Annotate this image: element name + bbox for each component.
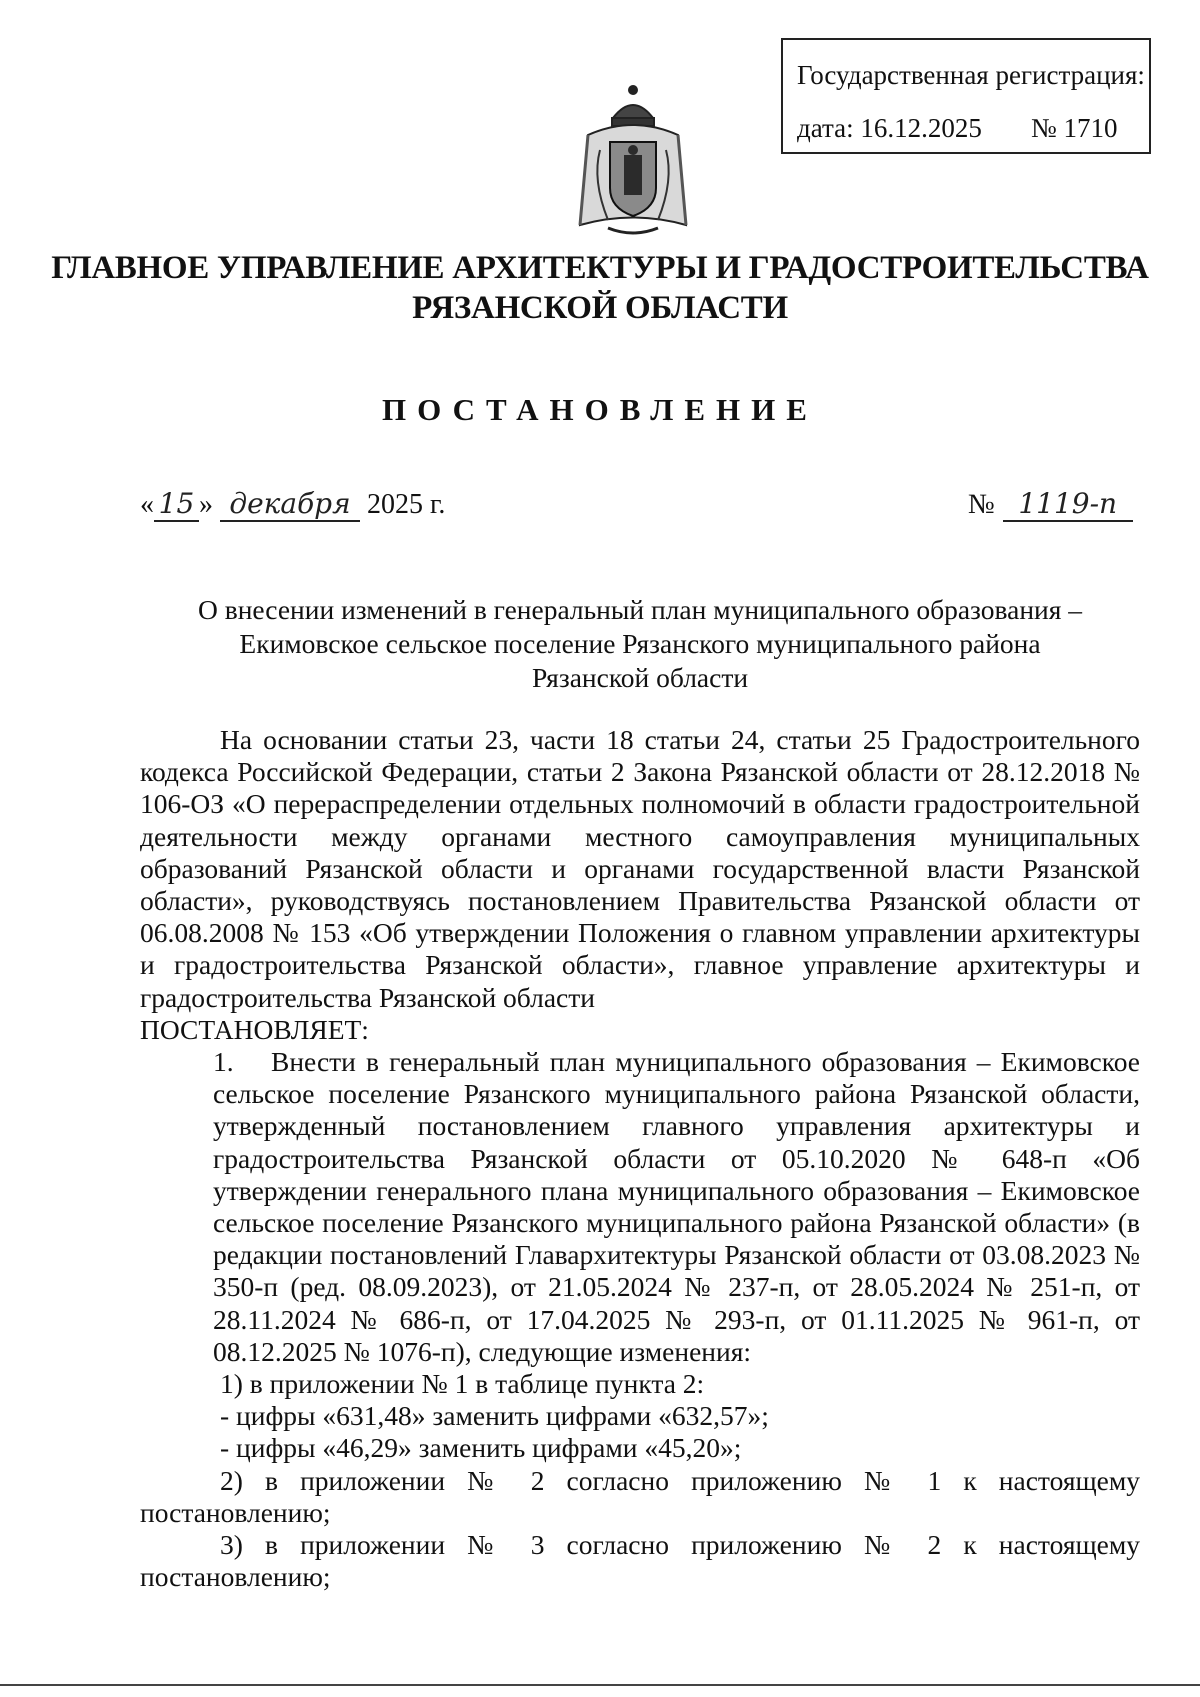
subitem-3: 3) в приложении № 3 согласно приложению № 2 к настоящему постановлению; <box>140 1529 1140 1593</box>
subject-line3: Рязанской области <box>531 662 749 693</box>
subject-line2: Екимовское сельское поселение Рязанского муниципального района <box>239 628 1041 659</box>
item-1-number: 1. <box>213 1046 234 1078</box>
preamble-paragraph: На основании статьи 23, части 18 статьи 24, статьи 25 Градостроительного кодекса Российской Федерации, статьи 2 Закона Рязанской области от 28.12.2018 № 106-ОЗ «О перераспределении отдельных полномочий в области градостроительной деятельности между органами местного самоуправления муниципальных образований Рязанской области и органами государственной власти Рязанской области», руководствуясь постановлением Правительства Рязанской области от 06.08.2008 № 153 «Об утверждении Положения о главном управлении архитектуры и градостроительства Рязанской области», главное управление архитектуры и градостроительства Рязанской области <box>140 724 1140 1013</box>
document-type: ПОСТАНОВЛЕНИЕ <box>382 392 818 427</box>
item-1 <box>140 1046 1140 1368</box>
organization-title <box>0 248 1200 328</box>
document-date <box>140 487 445 522</box>
subitem-1: 1) в приложении № 1 в таблице пункта 2: <box>220 1368 705 1400</box>
registration-stamp <box>781 38 1151 154</box>
document-subject <box>140 593 1140 695</box>
date-month: декабря <box>220 487 360 522</box>
number-sign: № <box>968 489 995 520</box>
document-number <box>968 487 1133 522</box>
registration-heading: Государственная регистрация: <box>797 60 1145 90</box>
date-day: 15 <box>154 487 199 522</box>
page-bottom-edge <box>0 1684 1200 1686</box>
date-year: 2025 г. <box>367 489 446 520</box>
coat-of-arms-icon <box>568 80 698 245</box>
item-1-text: Внести в генеральный план муниципального образования – Екимовское сельское поселение Рязанского муниципального района Рязанской области, утвержденный постановлением главного управления архитектуры и градостроительства Рязанской области от 05.10.2020 № 648-п «Об утверждении генерального плана муниципального образования – Екимовское сельское поселение Рязанского муниципального района Рязанской области» (в редакции постановлений Главархитектуры Рязанской области от 03.08.2023 № 350-п (ред. 08.09.2023), от 21.05.2024 № 237-п, от 28.05.2024 № 251-п, от 28.11.2024 № 686-п, от 17.04.2025 № 293-п, от 01.11.2025 № 961-п, от 08.12.2025 № 1076-п), следующие изменения: <box>213 1046 1140 1367</box>
registration-date: дата: 16.12.2025 <box>797 113 982 143</box>
subitem-1-dash-1: - цифры «631,48» заменить цифрами «632,57»; <box>220 1400 769 1432</box>
date-close-quote: » <box>199 489 213 520</box>
subject-line1: О внесении изменений в генеральный план муниципального образования – <box>197 594 1083 625</box>
document-body <box>140 724 1140 1593</box>
organization-title-line1: ГЛАВНОЕ УПРАВЛЕНИЕ АРХИТЕКТУРЫ И ГРАДОСТРОИТЕЛЬСТВА <box>51 250 1149 286</box>
date-open-quote: « <box>140 489 154 520</box>
organization-title-line2: РЯЗАНСКОЙ ОБЛАСТИ <box>412 290 788 326</box>
number-value: 1119-п <box>1003 487 1133 522</box>
subitem-1-dash-2: - цифры «46,29» заменить цифрами «45,20»; <box>220 1432 742 1464</box>
registration-number: № 1710 <box>1031 113 1118 143</box>
resolves-heading: ПОСТАНОВЛЯЕТ: <box>140 1013 369 1045</box>
subitem-2: 2) в приложении № 2 согласно приложению № 1 к настоящему постановлению; <box>140 1464 1140 1528</box>
